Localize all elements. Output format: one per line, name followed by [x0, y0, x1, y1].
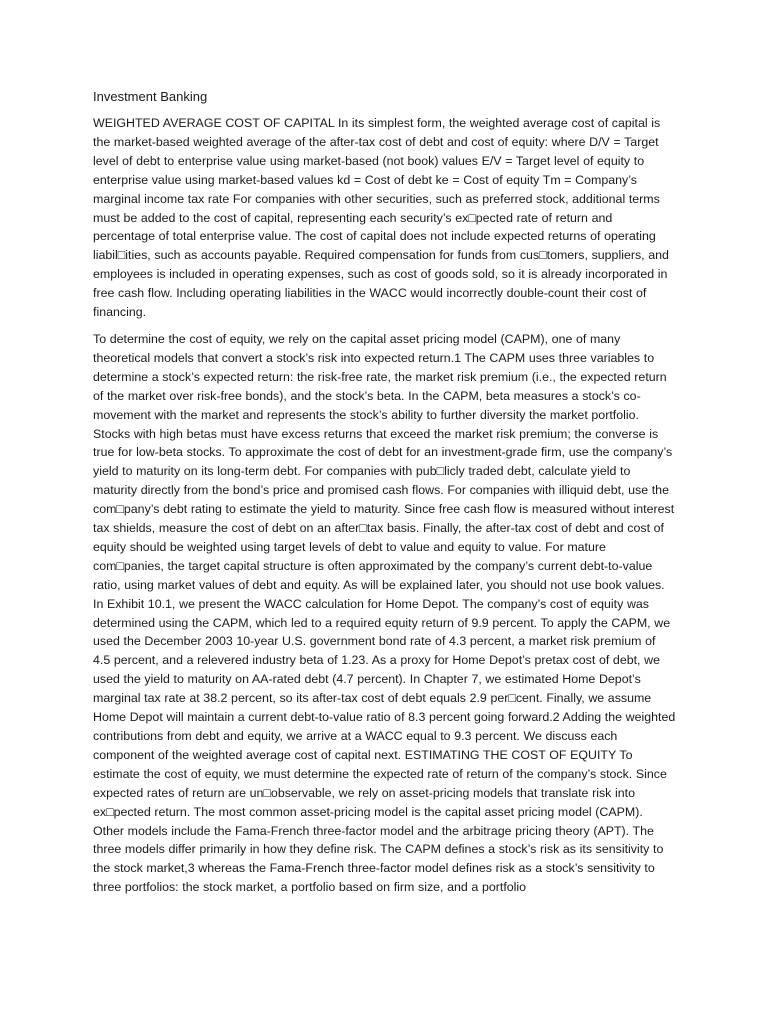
document-title: Investment Banking: [93, 89, 208, 104]
paragraph-wacc: WEIGHTED AVERAGE COST OF CAPITAL In its simplest form, the weighted average cost of capital is the market-based weighted average of the after-tax cost of debt and cost of equity: where D/V = Target level of debt to enterprise value using market-based (not book) values E/V = Target level of equity to enterprise value using market-based values kd = Cost of debt ke = Cost of equity Tm = Company’s marginal income tax rate For companies with other securities, such as preferred stock, additional terms must be added to the cost of capital, representing each security’s ex□pected rate of return and percentage of total enterprise value. The cost of capital does not include expected returns of operating liabil□ities, such as accounts payable. Required compensation for funds from cus□tomers, suppliers, and employees is included in operating expenses, such as cost of goods sold, so it is already incorporated in free cash flow. Including operating liabilities in the WACC would incorrectly double-count their cost of financing.: [93, 116, 669, 320]
paragraph-cost-of-equity: To determine the cost of equity, we rely on the capital asset pricing model (CAPM), one of many theoretical models that convert a stock’s risk into expected return.1 The CAPM uses three variables to determine a stock’s expected return: the risk-free rate, the market risk premium (i.e., the expected return of the market over risk-free bonds), and the stock’s beta. In the CAPM, beta measures a stock’s co-movement with the market and represents the stock’s ability to further diversity the market portfolio. Stocks with high betas must have excess returns that exceed the market risk premium; the converse is true for low-beta stocks. To approximate the cost of debt for an investment-grade firm, use the company’s yield to maturity on its long-term debt. For companies with pub□licly traded debt, calculate yield to maturity directly from the bond’s price and promised cash flows. For companies with illiquid debt, use the com□pany’s debt rating to estimate the yield to maturity. Since free cash flow is measured without interest tax shields, measure the cost of debt on an after□tax basis. Finally, the after-tax cost of debt and cost of equity should be weighted using target levels of debt to value and equity to value. For mature com□panies, the target capital structure is often approximated by the company’s current debt-to-value ratio, using market values of debt and equity. As will be explained later, you should not use book values. In Exhibit 10.1, we present the WACC calculation for Home Depot. The company’s cost of equity was determined using the CAPM, which led to a required equity return of 9.9 percent. To apply the CAPM, we used the December 2003 10-year U.S. government bond rate of 4.3 percent, a market risk premium of 4.5 percent, and a relevered industry beta of 1.23. As a proxy for Home Depot’s pretax cost of debt, we used the yield to maturity on AA-rated debt (4.7 percent). In Chapter 7, we estimated Home Depot’s marginal tax rate at 38.2 percent, so its after-tax cost of debt equals 2.9 per□cent. Finally, we assume Home Depot will maintain a current debt-to-value ratio of 8.3 percent going forward.2 Adding the weighted contributions from debt and equity, we arrive at a WACC equal to 9.3 percent. We discuss each component of the weighted average cost of capital next. ESTIMATING THE COST OF EQUITY To estimate the cost of equity, we must determine the expected rate of return of the company’s stock. Since expected rates of return are un□observable, we rely on asset-pricing models that translate risk into ex□pected return. The most common asset-pricing model is the capital asset pricing model (CAPM). Other models include the Fama-French three-factor model and the arbitrage pricing theory (APT). The three models differ primarily in how they define risk. The CAPM defines a stock’s risk as its sensitivity to the stock market,3 whereas the Fama-French three-factor model defines risk as a stock’s sensitivity to three portfolios: the stock market, a portfolio based on firm size, and a portfolio: [93, 331, 676, 895]
